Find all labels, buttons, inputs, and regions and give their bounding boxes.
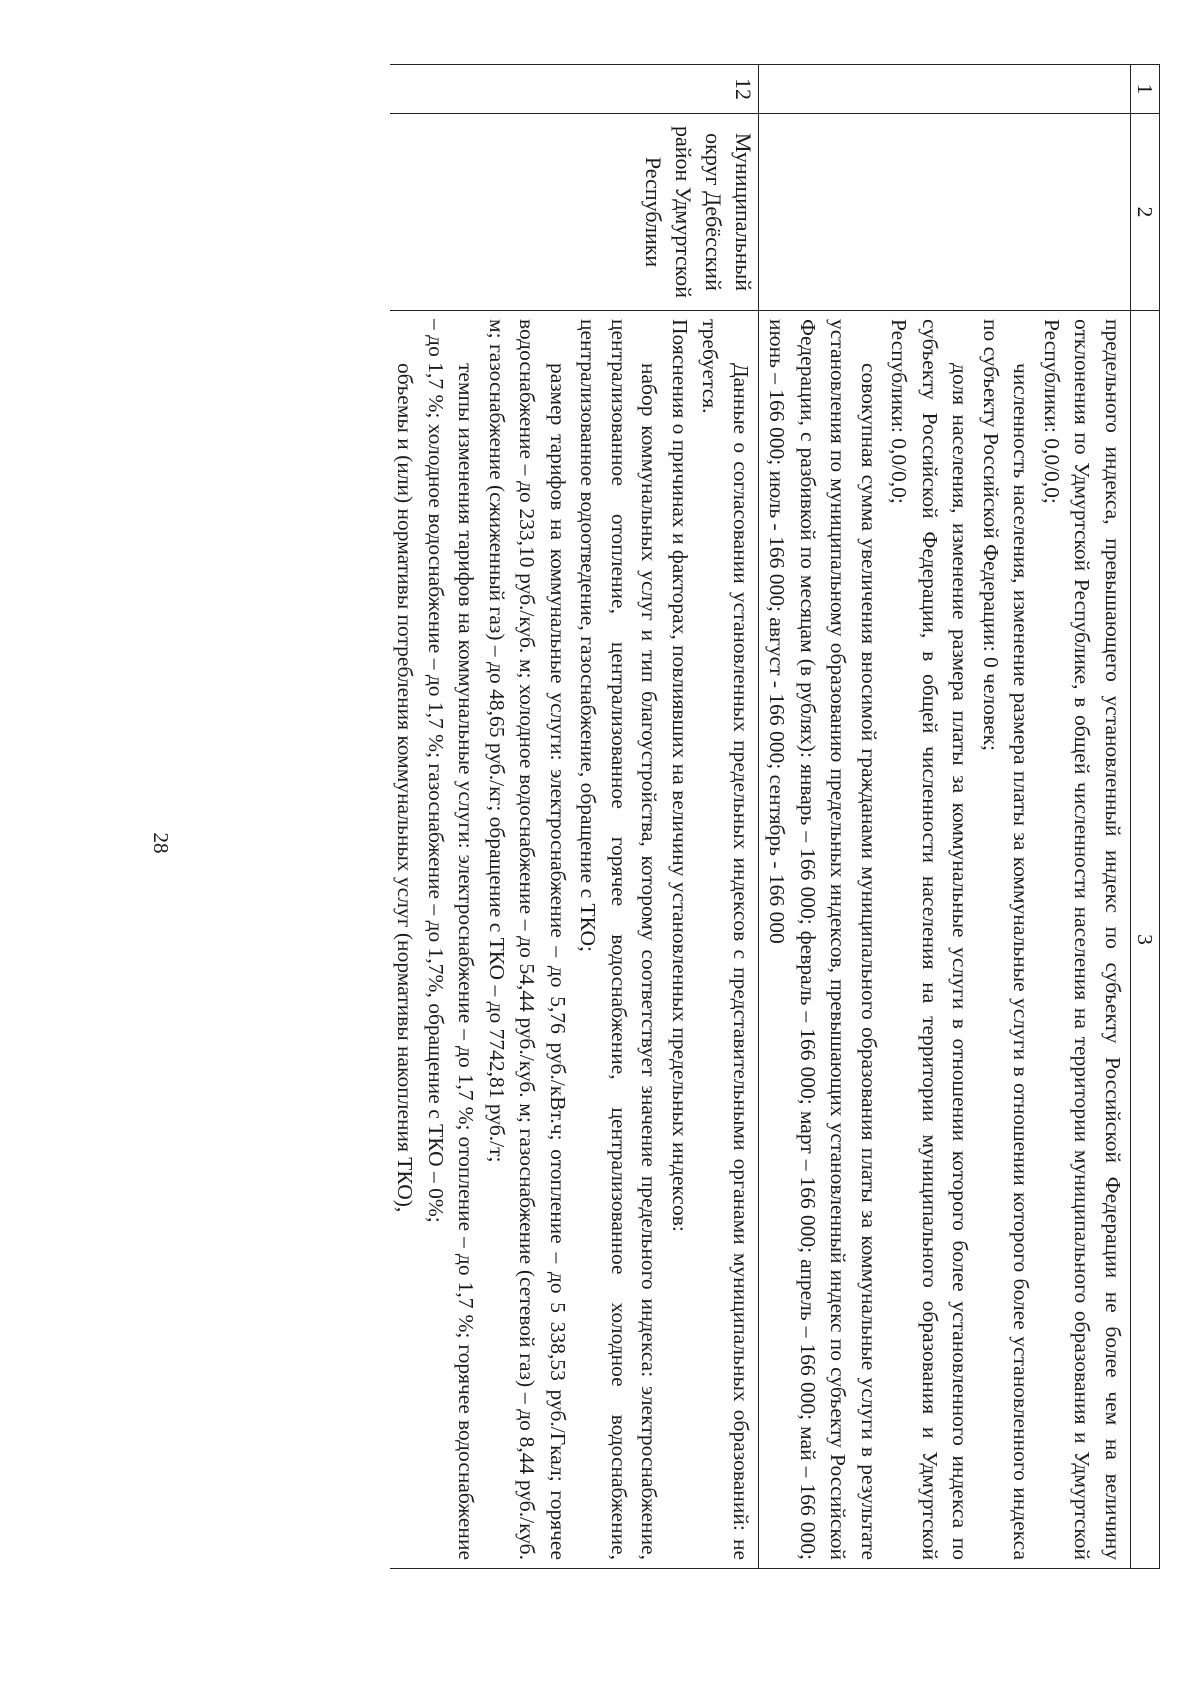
municipality-cell: [759, 114, 1131, 311]
municipality-cell: Муниципальный округ Дебёсский район Удмуртской Республики: [390, 114, 759, 311]
paragraph: объемы и (или) нормативы потребления коммунальных услуг (нормативы накопления ТКО),: [393, 363, 418, 1213]
paragraph: численность населения, изменение размера платы за коммунальные услуги в отношении которого более установленного индекса по субъекту Российской Федерации: 0 человек;: [979, 319, 1034, 1560]
column-header: 2: [1131, 114, 1160, 311]
paragraph: размер тарифов на коммунальные услуги: электроснабжение – до 5,76 руб./кВт.ч; отопление – до 5 338,53 руб./Гкал; горячее водоснабжение – до 233,10 руб./куб. м; холодное водоснабжение – до 54,44 руб./куб. м; газоснабжение (сетевой газ) – до 8,44 руб./куб. м; газоснабжение (сжиженный газ) – до 48,65 руб./кг; обращение с ТКО – до 7742,81 руб./т;: [485, 319, 570, 1560]
paragraph: Пояснения о причинах и факторах, повлиявших на величину установленных предельных индексов:: [668, 319, 692, 1232]
page-number: 28: [149, 832, 173, 854]
paragraph: предельного индекса, превышающего установленный индекс по субъекту Российской Федерации не более чем на величину отклонения по Удмуртской Республике, в общей численности населения на территории муниципального образования и Удмуртской Республики: 0,0/0,0;: [1040, 319, 1125, 1560]
paragraph: совокупная сумма увеличения вносимой гражданами муниципального образования платы за коммунальные услуги в результате установления по муниципальному образованию предельных индексов, превышающих установленный индекс по субъекту Российской Федерации, с разбивкой по месяцам (в рублях): январь – 166 000; февраль – 166 000; март – 166 000; апрель – 166 000; май – 166 000; июнь – 166 000; июль - 166 000; август - 166 000; сентябрь - 166 000: [765, 319, 881, 1560]
row-number-cell: [759, 65, 1131, 114]
description-cell: [759, 311, 1131, 1569]
paragraph: доля населения, изменение размера платы за коммунальные услуги в отношении которого более установленного индекса по субъекту Российской Федерации, в общей численности населения на территории муниципального образования и Удмуртской Республики: 0,0/0,0;: [887, 319, 973, 1560]
row-number-cell: 12: [390, 65, 759, 114]
description-cell: [390, 311, 759, 1569]
column-header: 1: [1131, 65, 1160, 114]
paragraph: Данные о согласовании установленных предельных индексов с представительными органами муниципальных образований: не требуется.: [698, 319, 753, 1560]
paragraph: набор коммунальных услуг и тип благоустройства, которому соответствует значение предельного индекса: электроснабжение, централизованное отопление, централизованное горячее водоснабжение, централизованное холодное водоснабжение, централизованное водоотведение, газоснабжение, обращение с ТКО;: [576, 319, 662, 1560]
table-row: [390, 65, 759, 1569]
paragraph: темпы изменения тарифов на коммунальные услуги: электроснабжение – до 1,7 %; отопление – до 1,7 %; горячее водоснабжение – до 1,7 %; холодное водоснабжение – до 1,7 %; газоснабжение – до 1,7%, обращение с ТКО – 0%;: [424, 319, 479, 1560]
table-header-row: [1131, 65, 1160, 1569]
table-row: [759, 65, 1131, 1569]
indices-table: [390, 64, 1160, 1569]
column-header: 3: [1131, 311, 1160, 1569]
